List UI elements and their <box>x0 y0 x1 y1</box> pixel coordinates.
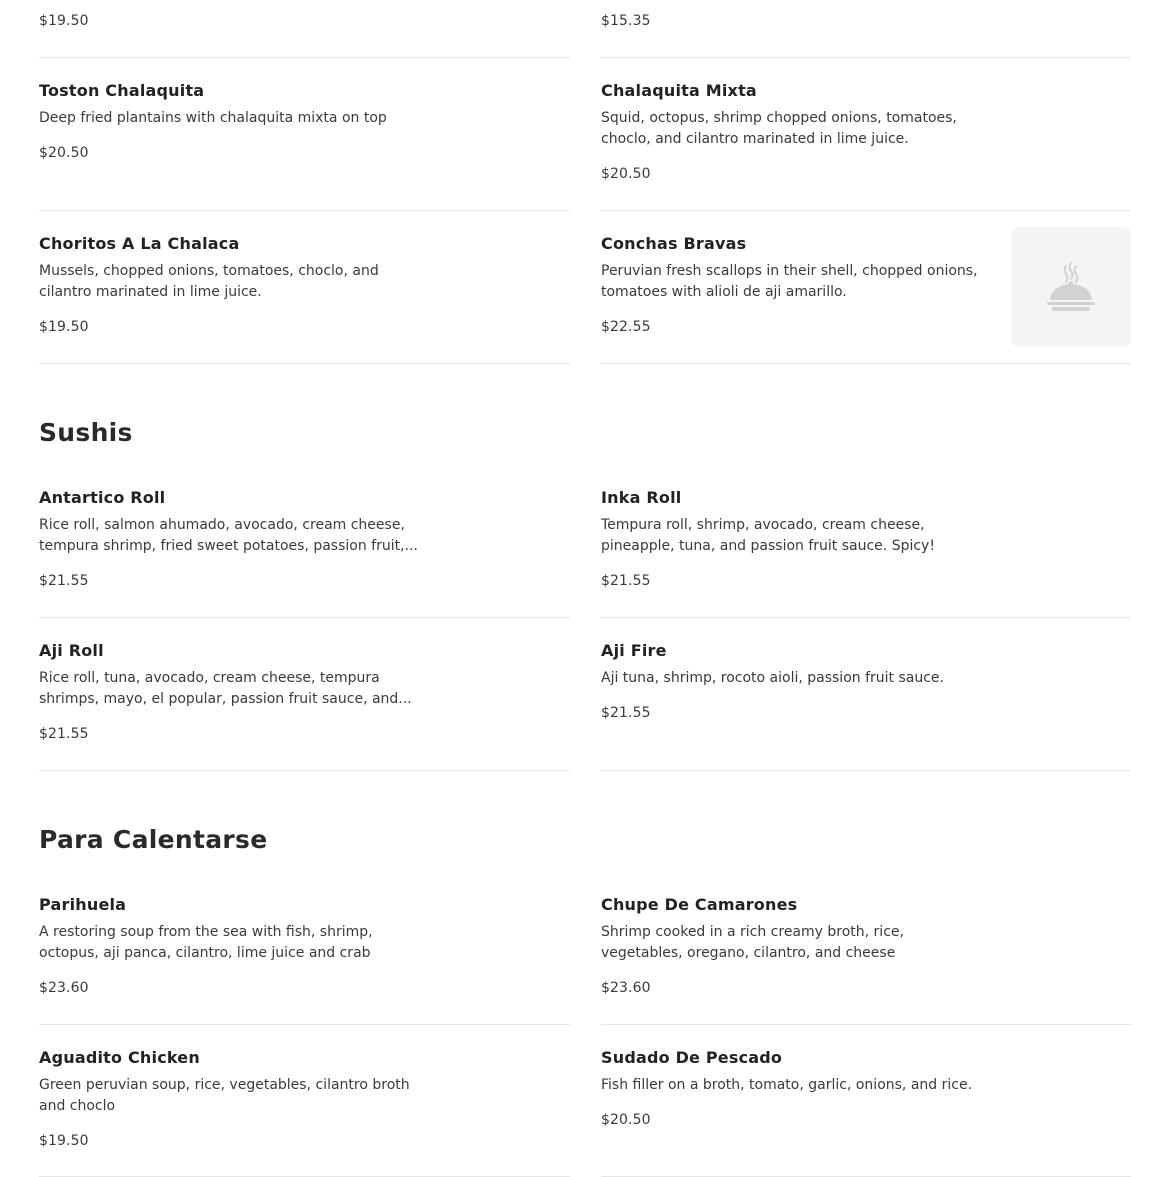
item-description: Aji tuna, shrimp, rocoto aioli, passion fruit sauce. <box>601 670 944 686</box>
divider <box>39 770 570 771</box>
item-name: Choritos A La Chalaca <box>39 234 240 253</box>
item-price: $19.50 <box>39 319 89 335</box>
item-description: Squid, octopus, shrimp chopped onions, tomatoes, choclo, and cilantro marinated in lime juice. <box>601 110 957 147</box>
menu-item-card[interactable] <box>601 884 1131 1024</box>
item-price: $20.50 <box>39 145 89 161</box>
item-name: Sudado De Pescado <box>601 1048 783 1067</box>
item-price: $23.60 <box>39 980 89 996</box>
item-price: $21.55 <box>601 705 651 721</box>
item-price: $20.50 <box>601 1112 651 1128</box>
menu-item-card[interactable] <box>39 1037 570 1172</box>
divider <box>601 57 1131 58</box>
item-name: Aguadito Chicken <box>39 1048 200 1067</box>
item-name: Toston Chalaquita <box>39 81 205 100</box>
item-description: Rice roll, tuna, avocado, cream cheese, tempura shrimps, mayo, el popular, passion fruit sauce, and... <box>39 670 412 707</box>
menu-item-card[interactable] <box>601 70 1131 210</box>
menu-item-card[interactable] <box>39 630 570 770</box>
food-cloche-icon <box>1044 260 1098 314</box>
item-price: $23.60 <box>601 980 651 996</box>
item-description: Mussels, chopped onions, tomatoes, choclo, and cilantro marinated in lime juice. <box>39 263 379 300</box>
item-description: Tempura roll, shrimp, avocado, cream cheese, pineapple, tuna, and passion fruit sauce. Spicy! <box>601 517 935 554</box>
item-price: $21.55 <box>39 573 89 589</box>
menu-item-card[interactable] <box>39 884 570 1024</box>
item-name: Conchas Bravas <box>601 234 747 253</box>
item-description: Deep fried plantains with chalaquita mixta on top <box>39 110 387 126</box>
divider <box>39 1024 570 1025</box>
item-image-placeholder[interactable] <box>1011 227 1131 347</box>
item-name: Antartico Roll <box>39 488 166 507</box>
item-name: Parihuela <box>39 895 127 914</box>
item-name: Aji Fire <box>601 641 667 660</box>
item-description: Rice roll, salmon ahumado, avocado, cream cheese, tempura shrimp, fried sweet potatoes, passion fruit,... <box>39 517 418 554</box>
item-name: Aji Roll <box>39 641 104 660</box>
divider <box>601 210 1131 211</box>
item-name: Chupe De Camarones <box>601 895 798 914</box>
menu-item-card[interactable] <box>601 477 1131 617</box>
item-price: $20.50 <box>601 166 651 182</box>
menu-item-card[interactable] <box>601 1037 1131 1172</box>
item-name: Inka Roll <box>601 488 682 507</box>
divider <box>601 617 1131 618</box>
section-title: Sushis <box>39 418 133 447</box>
menu-item-card[interactable] <box>601 630 1131 770</box>
item-description: A restoring soup from the sea with fish, shrimp, octopus, aji panca, cilantro, lime juice and crab <box>39 924 373 961</box>
item-description: Fish filler on a broth, tomato, garlic, onions, and rice. <box>601 1077 973 1093</box>
item-description: Shrimp cooked in a rich creamy broth, rice, vegetables, oregano, cilantro, and cheese <box>601 924 904 961</box>
section-title: Para Calentarse <box>39 825 268 854</box>
menu-item-card[interactable] <box>39 223 570 363</box>
divider <box>601 363 1131 364</box>
divider <box>601 1024 1131 1025</box>
divider <box>39 210 570 211</box>
menu-item-card[interactable] <box>39 477 570 617</box>
divider <box>39 617 570 618</box>
menu-item-card[interactable] <box>601 223 1001 363</box>
divider <box>39 363 570 364</box>
divider <box>601 770 1131 771</box>
item-name: Chalaquita Mixta <box>601 81 757 100</box>
item-price: $19.50 <box>39 13 89 29</box>
divider <box>39 57 570 58</box>
item-price: $21.55 <box>39 726 89 742</box>
menu-item-card[interactable] <box>39 70 570 210</box>
item-price: $19.50 <box>39 1133 89 1149</box>
item-description: Peruvian fresh scallops in their shell, chopped onions, tomatoes with alioli de aji amarillo. <box>601 263 978 300</box>
item-description: Green peruvian soup, rice, vegetables, cilantro broth and choclo <box>39 1077 410 1114</box>
item-price: $15.35 <box>601 13 651 29</box>
item-price: $22.55 <box>601 319 651 335</box>
item-price: $21.55 <box>601 573 651 589</box>
